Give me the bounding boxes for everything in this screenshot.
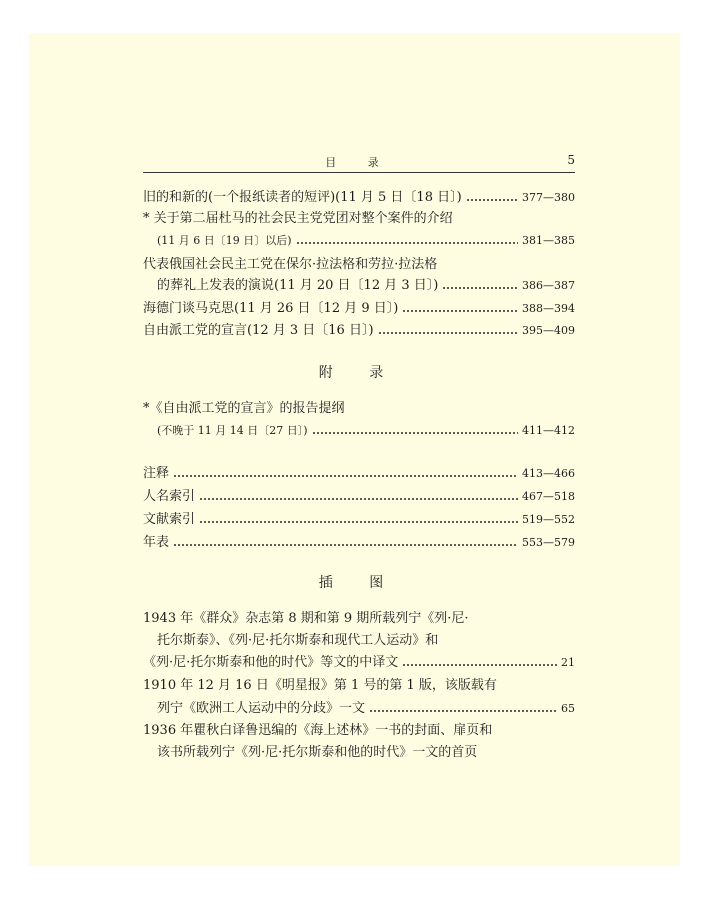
toc-entry-title: (11 月 6 日〔19 日〕以后) [157,234,292,247]
toc-entry-title: 旧的和新的(一个报纸读者的短评)(11 月 5 日〔18 日〕) [143,190,462,205]
dot-leader [369,710,557,712]
toc-entry-title: 年表 [143,535,170,550]
dot-leader [378,332,518,334]
dot-leader [442,287,518,289]
toc-entry-title: 该书所载列宁《列·尼·托尔斯泰和他的时代》一文的首页 [157,745,478,760]
toc-entry[interactable] [143,421,575,441]
toc-entry[interactable] [143,653,575,673]
toc-entry-line[interactable] [143,209,575,229]
appendix-heading: 附 录 [318,365,400,381]
toc-entry-line[interactable] [143,721,575,741]
toc-entry-pages: 395—409 [522,324,575,337]
toc-entry-title: *《自由派工党的宣言》的报告提纲 [143,401,345,416]
dot-leader [402,310,518,312]
toc-entry-title: (不晚于 11 月 14 日〔27 日〕) [157,424,308,437]
toc-entry[interactable] [143,510,575,530]
toc-entry-pages: 413—466 [522,467,575,480]
toc-entry-line[interactable] [143,743,589,763]
toc-entry-pages: 65 [561,702,575,715]
toc-entry[interactable] [143,231,575,251]
dot-leader [466,199,518,201]
toc-entry-line[interactable] [143,399,575,419]
toc-entry[interactable] [143,487,575,507]
illustrations-heading: 插 图 [318,575,400,591]
toc-entry-pages: 411—412 [522,424,575,437]
toc-entry[interactable] [143,533,575,553]
dot-leader [402,664,557,666]
toc-entry-title: 1910 年 12 月 16 日《明星报》第 1 号的第 1 版，该版载有 [143,678,497,693]
toc-entry[interactable] [143,299,575,319]
dot-leader [199,521,518,523]
dot-leader [312,432,518,434]
toc-entry-pages: 21 [561,656,575,669]
toc-entry-title: 托尔斯泰》、《列·尼·托尔斯泰和现代工人运动》和 [157,633,439,648]
toc-entry[interactable] [143,699,575,719]
toc-entry-title: 列宁《欧洲工人运动中的分歧》一文 [157,701,366,716]
toc-entry-title: 《列·尼·托尔斯泰和他的时代》等文的中译文 [143,655,399,670]
running-header [143,152,575,173]
toc-entry[interactable] [143,188,575,208]
toc-entry-title: 1943 年《群众》杂志第 8 期和第 9 期所载列宁《列·尼· [143,611,469,626]
header-page-number: 5 [567,153,575,167]
toc-entry-line[interactable] [143,609,575,629]
toc-entry-title: 代表俄国社会民主工党在保尔·拉法格和劳拉·拉法格 [143,257,438,272]
dot-leader [173,475,518,477]
toc-entry-line[interactable] [143,676,575,696]
dot-leader [199,498,518,500]
toc-entry-title: 海德门谈马克思(11 月 26 日〔12 月 9 日〕) [143,301,399,316]
toc-entry-pages: 467—518 [522,490,575,503]
toc-entry-title: 1936 年瞿秋白译鲁迅编的《海上述林》一书的封面、扉页和 [143,723,493,738]
toc-entry-title: 的葬礼上发表的演说(11 月 20 日〔12 月 3 日〕) [157,278,439,293]
toc-entry-pages: 377—380 [522,191,575,204]
toc-entry-title: 人名索引 [143,489,196,504]
toc-entry-pages: 388—394 [522,302,575,315]
toc-entry-title: 文献索引 [143,512,196,527]
toc-entry-pages: 519—552 [522,513,575,526]
toc-entry-line[interactable] [143,255,575,275]
toc-entry-line[interactable] [143,631,589,651]
toc-entry-pages: 386—387 [522,279,575,292]
toc-entry[interactable] [143,321,575,341]
toc-entry-title: 注释 [143,466,170,481]
dot-leader [296,242,518,244]
toc-entry-title: 自由派工党的宣言(12 月 3 日〔16 日〕) [143,323,374,338]
header-title: 目 录 [325,156,393,169]
toc-entry-title: * 关于第二届杜马的社会民主党党团对整个案件的介绍 [143,211,453,226]
dot-leader [173,544,518,546]
toc-entry[interactable] [143,276,575,296]
toc-entry-pages: 381—385 [522,234,575,247]
toc-entry-pages: 553—579 [522,536,575,549]
toc-entry[interactable] [143,464,575,484]
